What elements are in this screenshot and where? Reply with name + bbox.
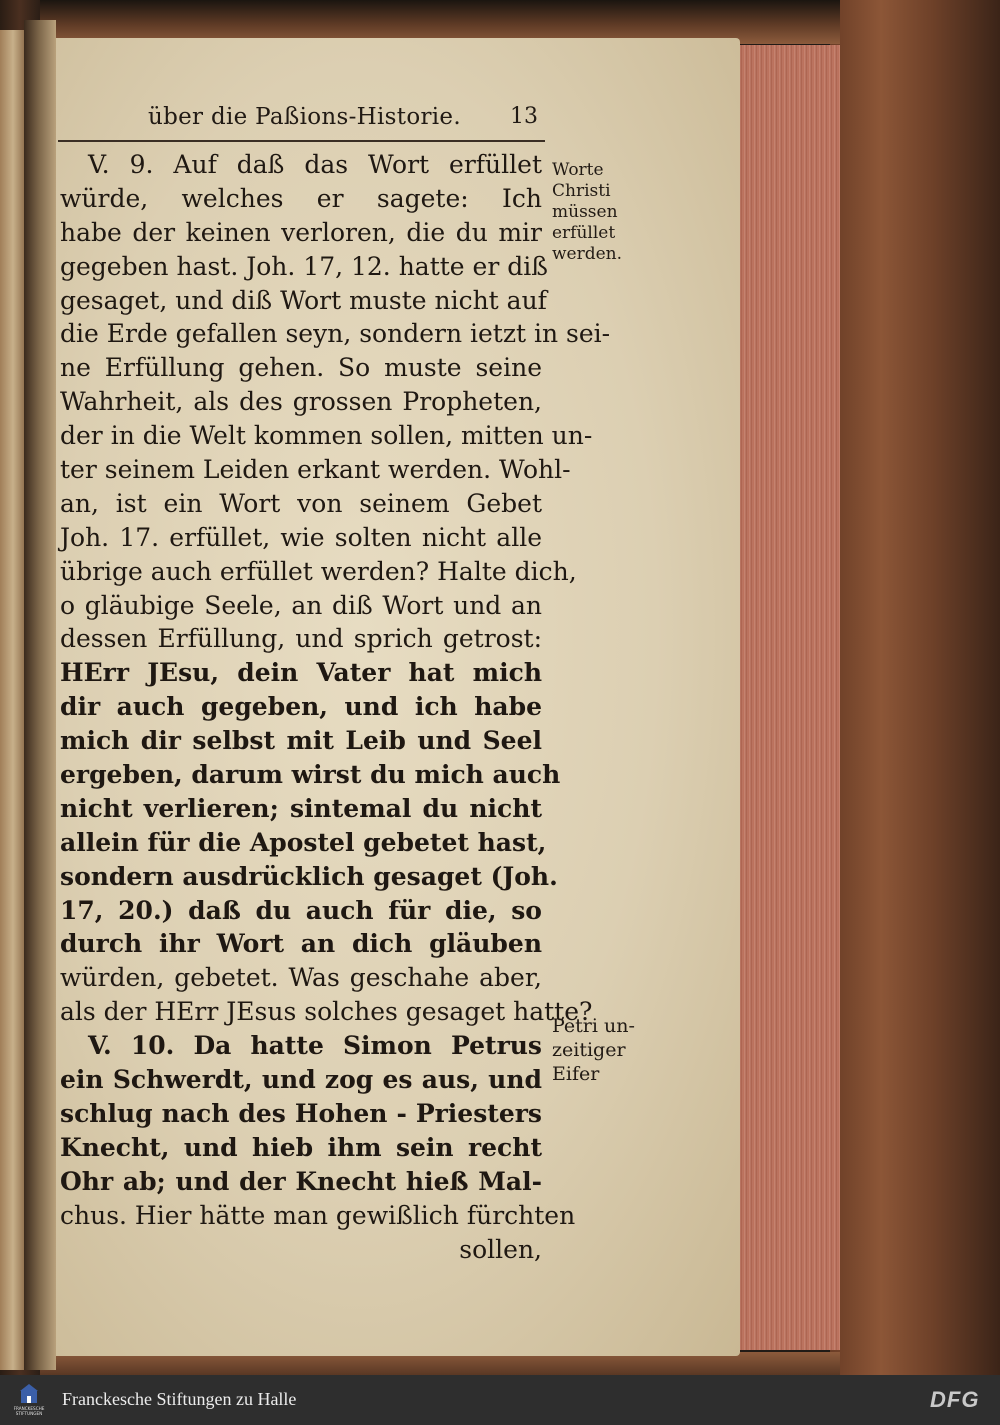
text-line: gegeben hast. Joh. 17, 12. hatte er diß xyxy=(60,251,548,281)
text-line: übrige auch erfüllet werden? Halte dich, xyxy=(60,556,577,586)
book-gutter xyxy=(24,20,56,1370)
text-line: mich dir selbst mit Leib und Seel xyxy=(60,726,542,756)
margin-note-line: Worte xyxy=(552,160,604,180)
dfg-logo: DFG xyxy=(930,1387,980,1412)
text-line: ter seinem Leiden erkant werden. Wohl- xyxy=(60,455,571,485)
text-line: HErr JEsu, dein Vater hat mich xyxy=(60,658,542,688)
text-line: allein für die Apostel gebetet hast, xyxy=(60,827,547,857)
text-line: schlug nach des Hohen - Priesters xyxy=(60,1098,542,1128)
text-line: der in die Welt kommen sollen, mitten un- xyxy=(60,421,593,451)
text-line: als der HErr JEsus solches gesaget hatte? xyxy=(60,997,593,1027)
text-line: Joh. 17. erfüllet, wie solten nicht alle xyxy=(60,522,542,552)
text-line: Wahrheit, als des grossen Propheten, xyxy=(60,387,542,417)
text-line: V. 9. Auf daß das Wort erfüllet xyxy=(88,150,542,179)
text-line: sondern ausdrücklich gesaget (Joh. xyxy=(60,861,558,891)
margin-note xyxy=(552,1014,662,1086)
margin-note-line: zeitiger xyxy=(552,1039,626,1061)
margin-note-line: müssen xyxy=(552,202,618,222)
text-line: o gläubige Seele, an diß Wort und an xyxy=(60,590,542,620)
margin-note-line: Eifer xyxy=(552,1063,600,1085)
text-line: gesaget, und diß Wort muste nicht auf xyxy=(60,285,547,315)
text-line: ergeben, darum wirst du mich auch xyxy=(60,760,561,790)
text-line: nicht verlieren; sintemal du nicht xyxy=(60,793,542,823)
text-line: 17, 20.) daß du auch für die, so xyxy=(60,895,542,925)
text-line: dessen Erfüllung, und sprich getrost: xyxy=(60,624,542,654)
margin-note-line: Petri un- xyxy=(552,1015,635,1037)
text-line: durch ihr Wort an dich gläuben xyxy=(60,929,542,959)
svg-text:STIFTUNGEN: STIFTUNGEN xyxy=(15,1411,43,1416)
text-line: an, ist ein Wort von seinem Gebet xyxy=(60,488,542,518)
book-cover xyxy=(830,0,1000,1375)
margin-note-line: erfüllet xyxy=(552,223,616,243)
margin-note-line: Christi xyxy=(552,181,611,201)
facing-page-edge xyxy=(0,30,26,1370)
margin-note xyxy=(552,160,662,265)
text-line: würde, welches er sagete: Ich xyxy=(60,183,542,213)
catchword: sollen, xyxy=(459,1234,542,1264)
franckesche-stiftungen-logo-icon xyxy=(8,1381,50,1419)
header-rule xyxy=(58,140,545,142)
margin-note-line: werden. xyxy=(552,244,623,264)
text-line: ein Schwerdt, und zog es aus, und xyxy=(60,1065,542,1095)
text-line: V. 10. Da hatte Simon Petrus xyxy=(88,1031,542,1061)
institution-name: Franckesche Stiftungen zu Halle xyxy=(62,1389,297,1409)
text-line: Ohr ab; und der Knecht hieß Mal- xyxy=(60,1166,542,1196)
text-line: Knecht, und hieb ihm sein recht xyxy=(60,1132,542,1162)
page-header xyxy=(120,100,550,134)
svg-text:FRANCKESCHE: FRANCKESCHE xyxy=(13,1406,45,1411)
text-line: ne Erfüllung gehen. So muste seine xyxy=(60,353,542,383)
text-line: chus. Hier hätte man gewißlich fürchten xyxy=(60,1200,576,1230)
text-line: würden, gebetet. Was geschahe aber, xyxy=(60,963,542,993)
text-line: habe der keinen verloren, die du mir xyxy=(60,217,542,247)
text-line: die Erde gefallen seyn, sondern ietzt in sei- xyxy=(60,319,611,349)
viewer-footer xyxy=(0,1375,1000,1425)
page-block-edge xyxy=(728,45,840,1350)
running-head: über die Paßions-Historie. xyxy=(148,104,461,130)
page-number: 13 xyxy=(510,104,538,129)
text-line: dir auch gegeben, und ich habe xyxy=(60,692,542,722)
